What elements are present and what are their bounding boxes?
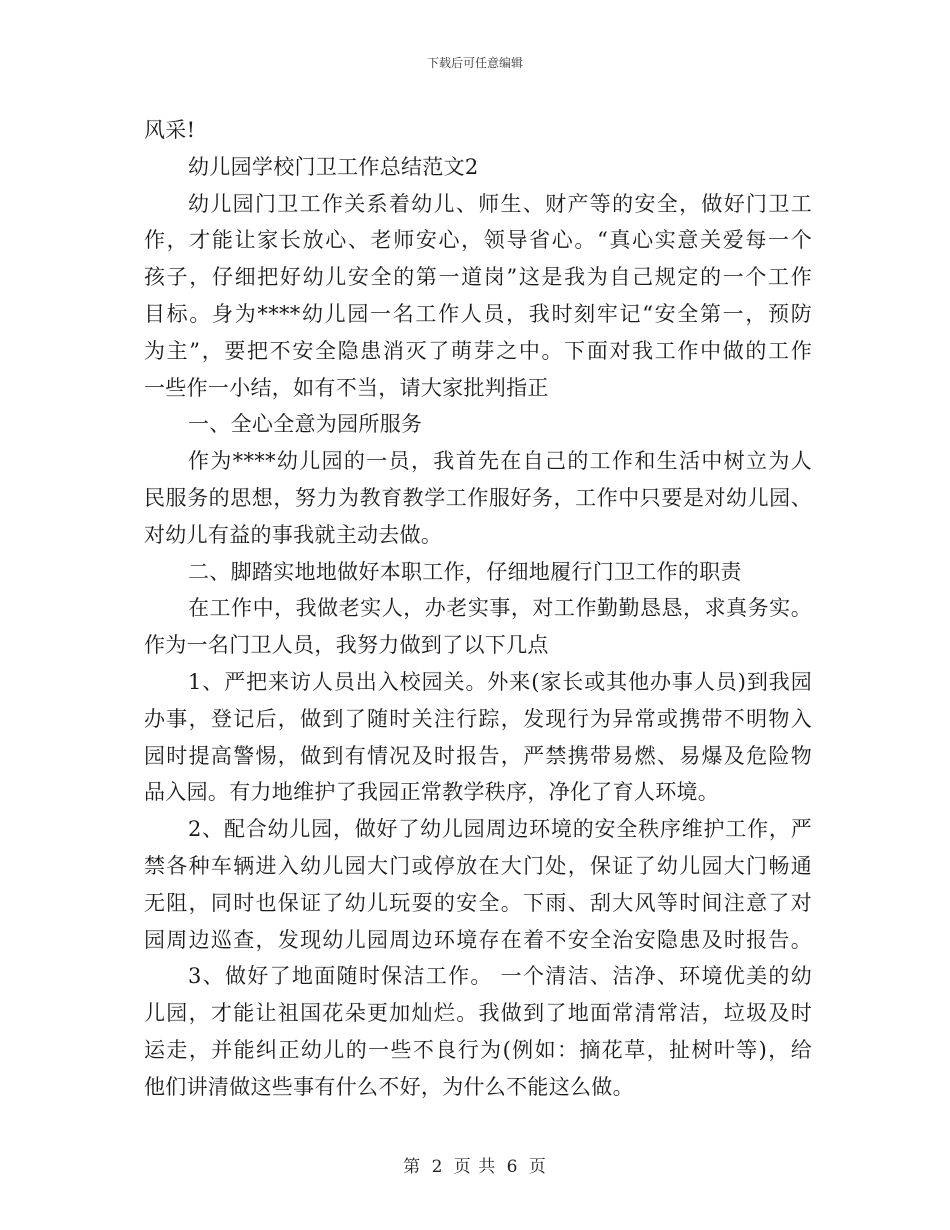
text-line: 运走，并能纠正幼儿的一些不良行为(例如：摘花草，扯树叶等)，给 bbox=[144, 1037, 812, 1062]
page-footer bbox=[0, 1152, 950, 1177]
text-line: 作为****幼儿园的一员，我首先在自己的工作和生活中树立为人 bbox=[188, 449, 812, 474]
text-line: 品入园。有力地维护了我园正常教学秩序，净化了育人环境。 bbox=[144, 780, 720, 805]
text-line: 儿园，才能让祖国花朵更加灿烂。我做到了地面常清常洁，垃圾及时 bbox=[144, 1001, 812, 1026]
text-line: 1、严把来访人员出入校园关。外来(家长或其他办事人员)到我园 bbox=[188, 669, 812, 694]
text-line: 办事，登记后，做到了随时关注行踪，发现行为异常或携带不明物入 bbox=[144, 706, 812, 731]
text-line: 2、配合幼儿园，做好了幼儿园周边环境的安全秩序维护工作，严 bbox=[188, 817, 812, 842]
text-line: 幼儿园门卫工作关系着幼儿、师生、财产等的安全，做好门卫工 bbox=[188, 191, 812, 216]
text-line: 二、脚踏实地地做好本职工作，仔细地履行门卫工作的职责 bbox=[188, 559, 742, 584]
text-line: 园时提高警惕，做到有情况及时报告，严禁携带易燃、易爆及危险物 bbox=[144, 743, 812, 768]
text-line: 为主”，要把不安全隐患消灭了萌芽之中。下面对我工作中做的工作 bbox=[144, 338, 812, 363]
document-body bbox=[144, 112, 812, 1106]
footer-middle: 页 共 bbox=[453, 1157, 497, 1177]
text-line: 园周边巡查，发现幼儿园周边环境存在着不安全治安隐患及时报告。 bbox=[144, 927, 812, 952]
text-line: 一、全心全意为园所服务 bbox=[188, 412, 423, 437]
page-header: 下载后可任意编辑 bbox=[426, 56, 523, 70]
text-line: 一些作一小结，如有不当，请大家批判指正 bbox=[144, 375, 549, 400]
text-line: 风采! bbox=[144, 118, 196, 142]
text-line: 作为一名门卫人员，我努力做到了以下几点 bbox=[144, 633, 549, 658]
text-line: 孩子，仔细把好幼儿安全的第一道岗”这是我为自己规定的一个工作 bbox=[144, 265, 812, 290]
footer-suffix: 页 bbox=[528, 1157, 547, 1177]
text-line: 他们讲清做这些事有什么不好，为什么不能这么做。 bbox=[144, 1074, 634, 1099]
text-line: 对幼儿有益的事我就主动去做。 bbox=[144, 522, 443, 547]
footer-total-pages: 6 bbox=[506, 1157, 519, 1177]
text-line: 作，才能让家长放心、老师安心，领导省心。“真心实意关爱每一个 bbox=[144, 228, 812, 253]
text-line: 目标。身为****幼儿园一名工作人员，我时刻牢记“安全第一，预防 bbox=[144, 301, 812, 326]
text-line: 在工作中，我做老实人，办老实事，对工作勤勤恳恳，求真务实。 bbox=[188, 596, 812, 621]
footer-current-page: 2 bbox=[431, 1157, 444, 1177]
text-line: 无阻，同时也保证了幼儿玩耍的安全。下雨、刮大风等时间注意了对 bbox=[144, 890, 812, 915]
text-line: 3、做好了地面随时保洁工作。 一个清洁、洁净、环境优美的幼 bbox=[188, 964, 812, 989]
text-line: 幼儿园学校门卫工作总结范文2 bbox=[188, 154, 479, 179]
text-line: 禁各种车辆进入幼儿园大门或停放在大门处，保证了幼儿园大门畅通 bbox=[144, 853, 812, 878]
text-line: 民服务的思想，努力为教育教学工作服好务，工作中只要是对幼儿园、 bbox=[144, 485, 812, 510]
footer-prefix: 第 bbox=[403, 1157, 422, 1177]
